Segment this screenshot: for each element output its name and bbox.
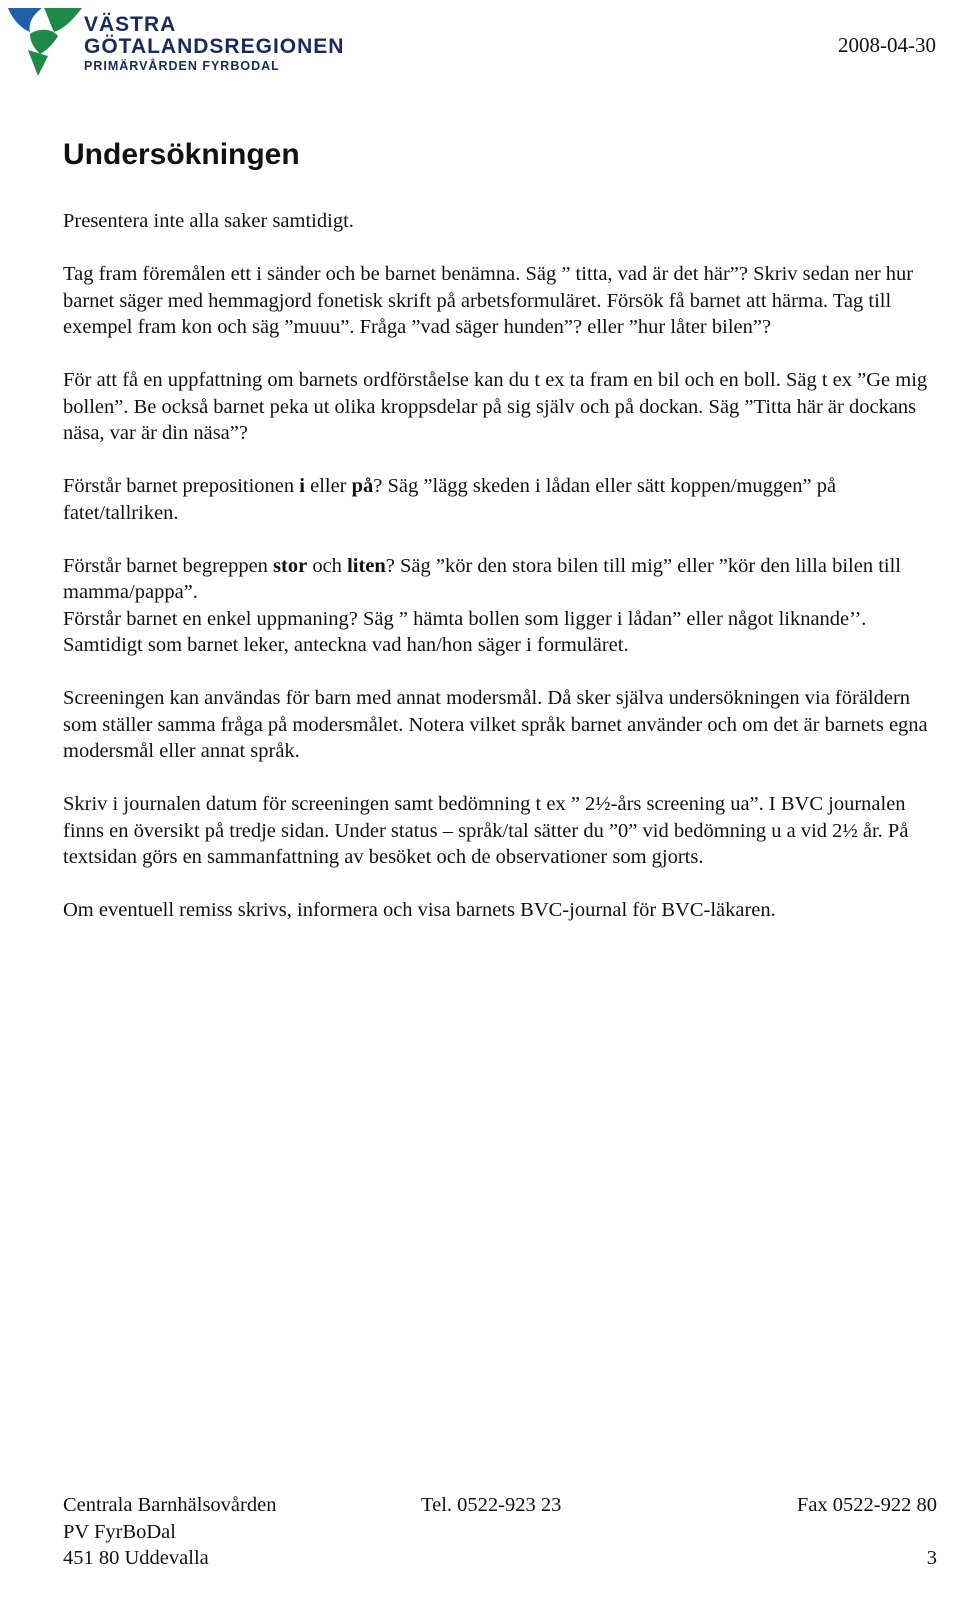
page-title: Undersökningen [63, 138, 300, 171]
footer-fax: Fax 0522-922 80 [796, 1494, 937, 1516]
logo-line3: PRIMÄRVÅRDEN FYRBODAL [84, 59, 280, 73]
paragraph-comprehension: För att få en uppfattning om barnets ordförståelse kan du t ex ta fram en bil och en boll. Säg t ex ”Ge mig bollen”. Be också barnet peka ut olika kroppsdelar på sig själv och på dockan. Säg ”Titta här är dockans näsa, var är din näsa”? [63, 369, 928, 444]
document-body [63, 208, 941, 950]
paragraph-naming: Tag fram föremålen ett i sänder och be barnet benämna. Säg ” titta, vad är det här”? Skriv sedan ner hur barnet säger med hemmagjord fonetisk skrift på arbetsformuläret. Försök få barnet att härma. Tag till exempel fram kon och säg ”muuu”. Fråga ”vad säger hunden”? eller ”hur låter bilen”? [63, 263, 914, 338]
paragraph-journal: Skriv i journalen datum för screeningen samt bedömning t ex ” 2½-års screening ua”. I BVC journalen finns en översikt på tredje sidan. Under status – språk/tal sätter du ”0” vid bedömning u a vid 2½ år. På textsidan görs en sammanfattning av besöket och de observationer som gjorts. [63, 793, 909, 868]
paragraph-prepositions: Förstår barnet prepositionen i eller på? Säg ”lägg skeden i lådan eller sätt koppen/muggen” på fatet/tallriken. [63, 475, 837, 524]
paragraph-intro: Presentera inte alla saker samtidigt. [63, 210, 354, 232]
organization-logo [4, 6, 344, 78]
logo-emblem-icon [4, 6, 84, 78]
footer-phone: Tel. 0522-923 23 [421, 1494, 562, 1516]
logo-wordmark [84, 14, 344, 74]
logo-line1: VÄSTRA [84, 13, 177, 36]
footer-address: 451 80 Uddevalla [63, 1547, 209, 1569]
footer-org: Centrala Barnhälsovården [63, 1494, 277, 1516]
page-number: 3 [926, 1547, 937, 1569]
paragraph-screening-language: Screeningen kan användas för barn med annat modersmål. Då sker själva undersökningen via föräldern som ställer samma fråga på modersmålet. Notera vilket språk barnet använder och om det är barnets egna modersmål eller annat språk. [63, 687, 928, 762]
logo-line2: GÖTALANDSREGIONEN [84, 35, 345, 58]
document-date: 2008-04-30 [838, 33, 936, 57]
paragraph-concepts: Förstår barnet begreppen stor och liten? Säg ”kör den stora bilen till mig” eller ”kör den lilla bilen till mamma/pappa”. [63, 554, 901, 603]
page-footer [63, 1492, 937, 1572]
paragraph-referral: Om eventuell remiss skrivs, informera och visa barnets BVC-journal för BVC-läkaren. [63, 899, 776, 921]
paragraph-instruction: Förstår barnet en enkel uppmaning? Säg ” hämta bollen som ligger i lådan” eller något liknande’’. Samtidigt som barnet leker, anteckna vad han/hon säger i formuläret. [63, 607, 867, 656]
footer-unit: PV FyrBoDal [63, 1520, 176, 1543]
